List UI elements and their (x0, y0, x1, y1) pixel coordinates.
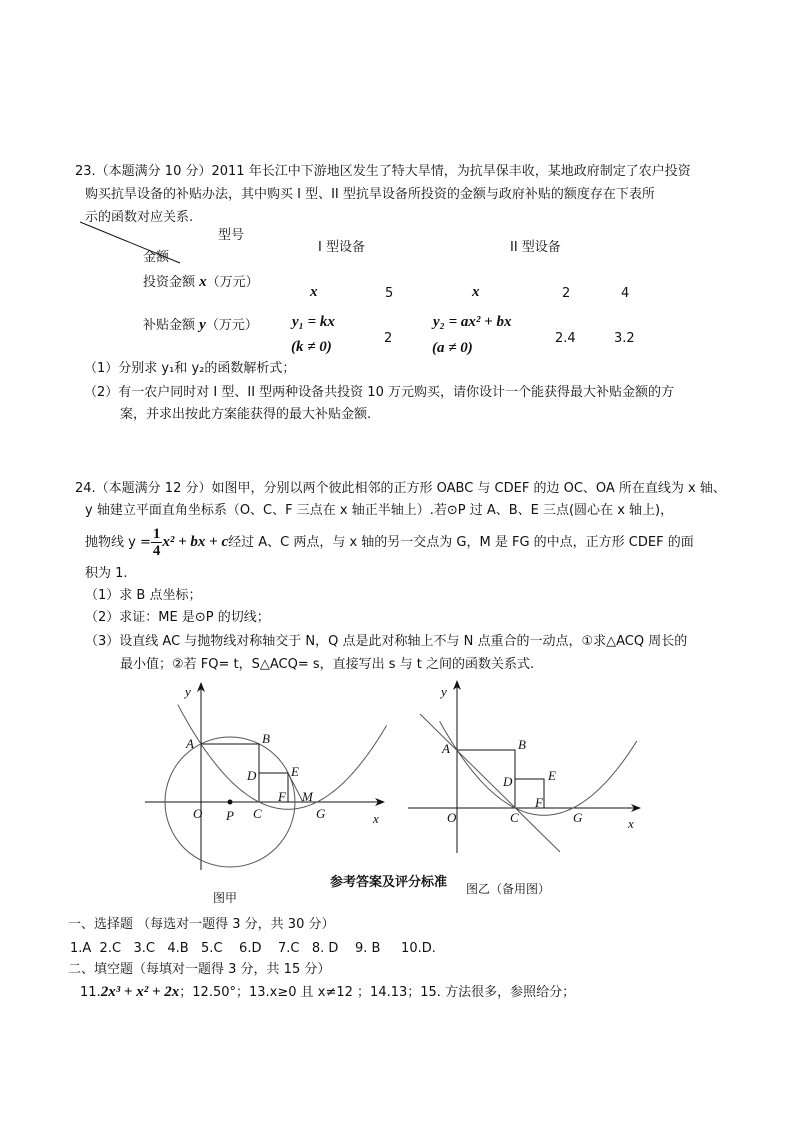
table-cell: 3.2 (614, 331, 635, 346)
answers-title: 参考答案及评分标准 (330, 875, 448, 890)
label-a: A (186, 736, 194, 751)
label-c: C (253, 806, 262, 821)
line-ac (420, 714, 560, 852)
q24-part3-cont: 最小值；②若 FQ= t，S△ACQ= s，直接写出 s 与 t 之间的函数关系式. (120, 657, 535, 672)
label-b: B (518, 737, 526, 752)
label-f: F (535, 795, 543, 810)
fig2-caption: 图乙（备用图） (466, 882, 551, 896)
label-e: E (548, 768, 556, 783)
q23-line3: 示的函数对应关系. (85, 210, 194, 225)
label-g: G (316, 806, 326, 821)
q24-line1: 24.（本题满分 12 分）如图甲，分别以两个彼此相邻的正方形 OABC 与 CDEF 的边 OC、OA 所在直线为 x 轴、 (75, 481, 726, 496)
label-y: y (441, 684, 447, 699)
point-p (228, 800, 233, 805)
label-g: G (573, 810, 583, 825)
label-a: A (442, 741, 450, 756)
table-row2-label: 补贴金额 y（万元） (143, 317, 258, 333)
section1-heading: 一、选择题 （每选对一题得 3 分，共 30 分） (68, 917, 335, 932)
table-corner-bottom: 金额 (143, 250, 170, 265)
table-cell: (k ≠ 0) (291, 339, 332, 355)
label-x: x (373, 811, 379, 826)
table-cell: y₁ = kx (292, 314, 335, 330)
table-cell: 2 (562, 286, 571, 301)
table-cell: (a ≠ 0) (432, 340, 473, 356)
q23-line2: 购买抗旱设备的补贴办法，其中购买 I 型、II 型抗旱设备所投资的金额与政府补贴的额度存在下表所 (85, 187, 655, 202)
q23-part2: （2）有一农户同时对 I 型、II 型两种设备共投资 10 万元购买，请你设计一个能获得最大补贴金额的方 (84, 385, 674, 400)
q23-line1: 23.（本题满分 10 分）2011 年长江中下游地区发生了特大旱情，为抗旱保丰收，某地政府制定了农户投资 (75, 164, 691, 179)
q24-line2: y 轴建立平面直角坐标系（O、C、F 三点在 x 轴正半轴上）.若⊙P 过 A、B、E 三点(圆心在 x 轴上)， (85, 503, 674, 518)
q23-part1: （1）分别求 y₁和 y₂的函数解析式； (84, 361, 296, 376)
fill-answers: 11.2x³ + x² + 2x；12.50°；13.x≥0 且 x≠12 ；14.13；15. 方法很多，参照给分； (80, 984, 576, 1000)
label-o: O (193, 806, 203, 821)
table-cell: y₂ = ax² + bx (433, 314, 512, 330)
label-x: x (628, 816, 634, 831)
label-d: D (503, 774, 513, 789)
table-cell: 2 (384, 331, 393, 346)
table-row1-label: 投资金额 x（万元） (143, 274, 259, 290)
figure-jia (145, 683, 387, 870)
label-y: y (185, 684, 191, 699)
table-cell: 2.4 (555, 331, 576, 346)
label-b: B (262, 731, 270, 746)
table-cell: x (310, 284, 318, 300)
fig1-caption: 图甲 (213, 891, 238, 905)
label-c: C (510, 810, 519, 825)
q24-line4: 积为 1. (85, 566, 128, 581)
table-col2-header: II 型设备 (510, 240, 561, 255)
section2-heading: 二、填空题（每填对一题得 3 分，共 15 分） (68, 962, 331, 977)
q24-part1: （1）求 B 点坐标； (85, 588, 202, 603)
q24-part2: （2）求证：ME 是⊙P 的切线； (85, 610, 270, 625)
table-cell: x (472, 284, 480, 300)
q24-part3: （3）设直线 AC 与抛物线对称轴交于 N，Q 点是此对称轴上不与 N 点重合的一动点，①求△ACQ 周长的 (85, 634, 688, 649)
label-o: O (447, 810, 457, 825)
table-cell: 4 (621, 286, 630, 301)
label-p: P (226, 808, 234, 823)
label-f: F (278, 789, 286, 804)
table-cell: 5 (385, 286, 394, 301)
table-corner-top: 型号 (218, 228, 245, 243)
table-col1-header: I 型设备 (318, 240, 365, 255)
q24-line3: 抛物线 y = $\frac{1}{4}$ x² + bx + c经过 A、C 两点，与 x 轴的另一交点为 G，M 是 FG 的中点，正方形 CDEF 的面 (85, 526, 694, 559)
label-m: M (302, 789, 313, 804)
choice-answers: 1.A 2.C 3.C 4.B 5.C 6.D 7.C 8. D 9. B 10.D. (70, 941, 436, 956)
label-d: D (247, 768, 257, 783)
figure-yi (408, 681, 640, 853)
label-e: E (291, 764, 299, 779)
q23-part2-cont: 案，并求出按此方案能获得的最大补贴金额. (120, 407, 372, 422)
fraction: $\frac{1}{4}$ (152, 526, 161, 559)
